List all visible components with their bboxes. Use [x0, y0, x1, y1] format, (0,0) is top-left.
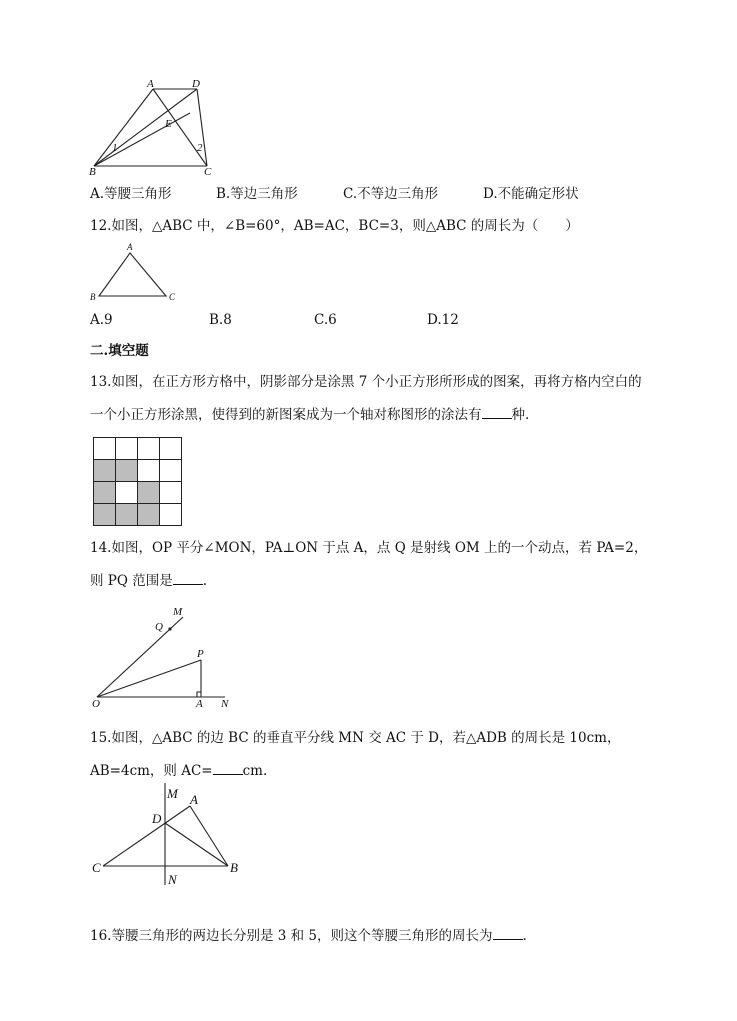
label-N: N — [168, 872, 177, 887]
q14-text-a: 14.如图，OP 平分∠MON，PA⊥ON 于点 A，点 Q 是射线 OM 上的一个动点，若 PA=2，则 PQ 范围是 — [90, 540, 648, 589]
q16-text — [90, 920, 650, 953]
label-N: N — [221, 698, 229, 710]
option-c: C.不等边三角形 — [343, 186, 439, 202]
label-M: M — [167, 786, 178, 801]
section-title: 二.填空题 — [90, 343, 149, 359]
label-D: D — [192, 78, 200, 90]
q16-text-a: 16.等腰三角形的两边长分别是 3 和 5，则这个等腰三角形的周长为 — [90, 928, 493, 944]
option-b: B.8 — [209, 312, 232, 328]
option-a: A.9 — [90, 312, 113, 328]
option-a: A.等腰三角形 — [90, 186, 172, 202]
label-O: O — [92, 698, 100, 710]
option-d: D.不能确定形状 — [483, 186, 579, 202]
q16-text-b: . — [522, 928, 527, 944]
q13-text-b: 种. — [511, 407, 530, 423]
label-B: B — [89, 166, 96, 178]
label-angle-2: 2 — [197, 142, 203, 154]
option-c: C.6 — [314, 312, 337, 328]
label-B: B — [230, 860, 238, 875]
label-A: A — [190, 792, 198, 807]
label-C: C — [92, 860, 101, 875]
q15-text-b: cm. — [242, 763, 268, 779]
label-C: C — [204, 166, 212, 178]
q12-stem: 12.如图，△ABC 中，∠B=60°，AB=AC，BC=3，则△ABC 的周长为（ ） — [90, 218, 579, 234]
label-Q: Q — [155, 621, 163, 633]
answer-blank[interactable] — [493, 927, 523, 940]
label-B: B — [90, 292, 96, 302]
q14-text-b: . — [202, 573, 208, 589]
label-A: A — [196, 698, 203, 710]
label-M: M — [173, 606, 183, 618]
q15-text-a: 15.如图，△ABC 的边 BC 的垂直平分线 MN 交 AC 于 D，若△ADB 的周长是 10cm，AB=4cm，则 AC= — [90, 730, 621, 779]
label-E: E — [165, 118, 172, 130]
option-b: B.等边三角形 — [216, 186, 298, 202]
option-d: D.12 — [427, 312, 459, 328]
label-D: D — [152, 811, 162, 826]
label-P: P — [197, 648, 204, 660]
label-A: A — [147, 78, 154, 90]
label-A: A — [127, 242, 133, 252]
label-C: C — [169, 292, 176, 302]
q13-text-a: 13.如图，在正方形方格中，阴影部分是涂黑 7 个小正方形所形成的图案，再将方格内空白的一个小正方形涂黑，使得到的新图案成为一个轴对称图形的涂法有 — [90, 374, 642, 423]
label-angle-1: 1 — [112, 142, 118, 154]
